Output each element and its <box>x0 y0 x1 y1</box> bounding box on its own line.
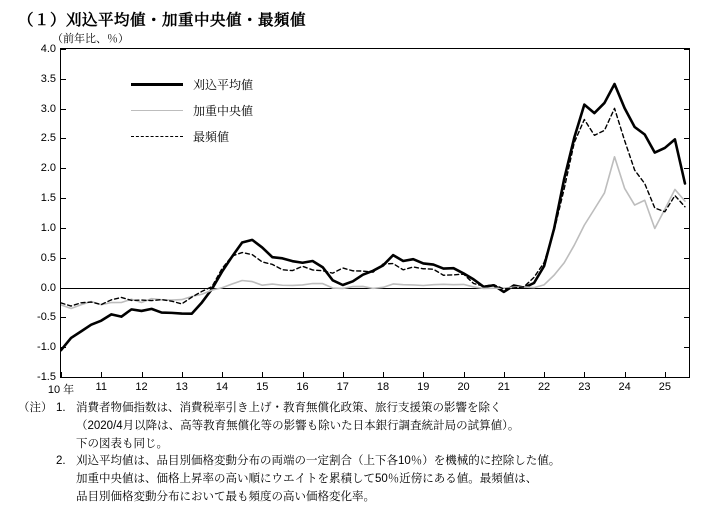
y-axis-tick-mark <box>684 377 689 378</box>
x-axis-tick-label: 15 <box>256 381 269 393</box>
x-axis-tick-label: 19 <box>417 381 430 393</box>
x-axis-tick-label: 25 <box>658 381 671 393</box>
y-axis-tick-label: 2.5 <box>40 132 56 145</box>
legend-key-weighted-median <box>131 110 183 111</box>
series-line-1 <box>61 157 685 309</box>
y-axis-tick-label: 4.0 <box>40 43 56 55</box>
x-axis-tick-label: 22 <box>537 381 551 393</box>
y-axis-tick-label: -1.5 <box>37 371 56 383</box>
note-line: 消費者物価指数は、消費税率引き上げ・教育無償化政策、旅行支援策の影響を除く <box>76 402 502 414</box>
y-axis-tick-label: -1.0 <box>37 341 56 354</box>
x-axis-tick-label: 23 <box>578 381 591 393</box>
y-axis-tick-label: 0.5 <box>40 251 56 264</box>
note-item <box>18 453 703 471</box>
legend-label-weighted-median: 加重中央値 <box>193 103 254 118</box>
legend-key-trimmed-mean <box>131 83 183 86</box>
y-axis-tick-label: 1.0 <box>40 221 56 234</box>
note-line-wrap: 加重中央値は、価格上昇率の高い順にウエイトを累積して50％近傍にある値。最頻値は、 <box>76 473 538 486</box>
y-axis-tick-label: -0.5 <box>37 311 56 324</box>
legend-item-trimmed-mean <box>131 71 253 97</box>
x-axis-tick-label: 12 <box>135 381 148 393</box>
x-axis-tick-label: 14 <box>215 381 229 393</box>
legend-key-mode <box>131 136 183 137</box>
x-axis-tick-label: 10 年 <box>47 384 75 396</box>
chart-legend <box>131 71 253 149</box>
x-axis-tick-label: 13 <box>175 381 188 393</box>
y-axis-unit-label: （前年比、％） <box>52 33 129 45</box>
y-axis-tick-label: 1.5 <box>40 192 56 205</box>
note-line-wrap: 下の図表も同じ。 <box>76 437 168 450</box>
note-line: 刈込平均値は、品目別価格変動分布の両端の一定割合（上下各10％）を機械的に控除した値。 <box>76 455 561 468</box>
note-spacer <box>18 453 56 471</box>
y-axis-tick-label: 2.0 <box>40 162 56 175</box>
y-axis-tick-label: 3.0 <box>40 102 56 115</box>
x-axis-tick-label: 18 <box>376 381 390 393</box>
note-line-wrap: 品目別価格変動分布において最も頻度の高い価格変化率。 <box>76 491 375 504</box>
chart-notes <box>18 400 703 507</box>
legend-item-weighted-median <box>131 97 253 123</box>
legend-label-trimmed-mean: 刈込平均値 <box>193 77 254 92</box>
y-axis-tick-mark <box>61 377 66 378</box>
x-axis-tick-label: 24 <box>618 381 631 393</box>
chart-plot-area <box>37 43 690 396</box>
notes-label: （注） <box>18 402 53 414</box>
legend-item-mode <box>131 123 253 149</box>
x-axis-tick-label: 17 <box>336 381 349 393</box>
y-axis-tick-label: 0.0 <box>40 281 56 294</box>
x-axis-tick-label: 21 <box>497 381 510 393</box>
note-line-wrap: （2020/4月以降は、高等教育無償化等の影響も除いた日本銀行調査統計局の試算値）。 <box>76 419 520 432</box>
y-axis-tick-label: 3.5 <box>40 72 56 85</box>
x-axis-tick-label: 20 <box>457 381 470 393</box>
page-title: （１）刈込平均値・加重中央値・最頻値 <box>18 12 307 29</box>
x-axis-tick-label: 16 <box>296 381 309 393</box>
note-number: 1. <box>56 402 66 414</box>
x-axis-tick-label: 11 <box>95 381 107 393</box>
legend-label-mode: 最頻値 <box>193 129 230 144</box>
note-number: 2. <box>56 455 66 468</box>
note-item <box>18 400 703 418</box>
